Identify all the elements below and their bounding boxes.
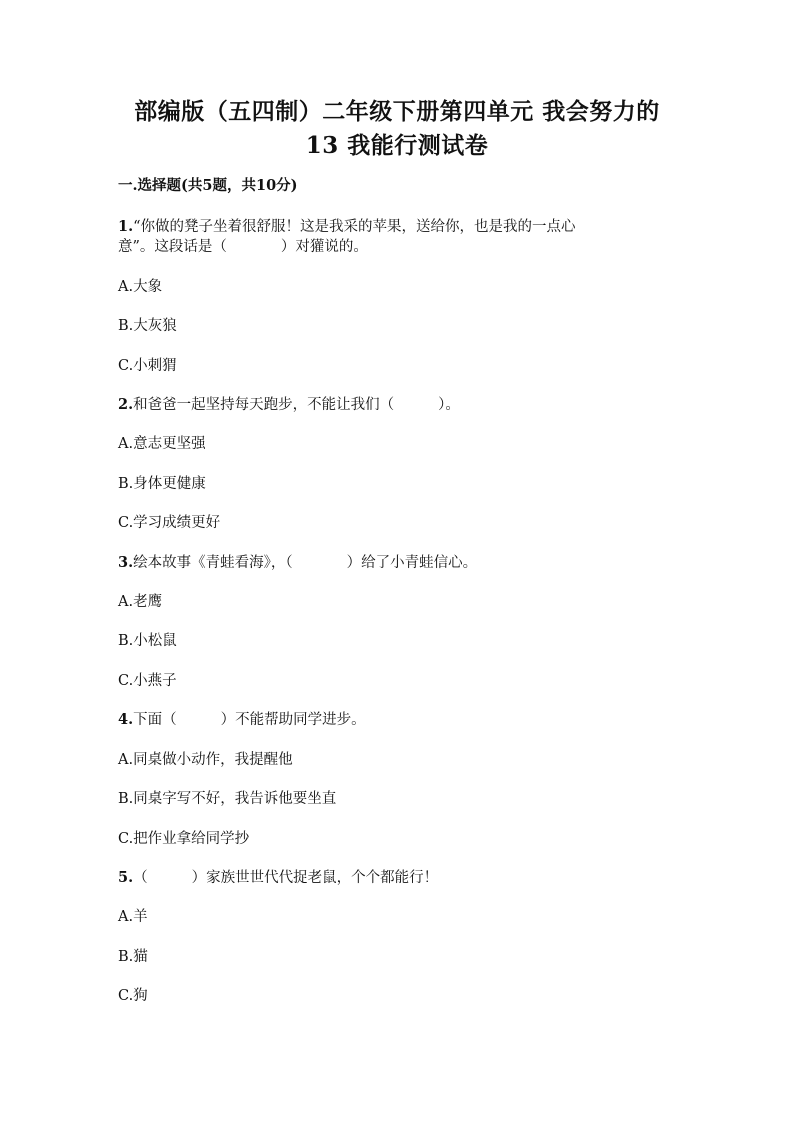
option-5b: B.猫 [118,949,148,965]
question-text: ）给了小青蛙信心。 [346,555,478,571]
option-1c: C.小刺猬 [118,358,177,374]
option-2a: A.意志更坚强 [118,436,206,452]
question-text: ）。 [438,397,460,413]
section-heading: 一.选择题(共5题，共10分) [118,177,298,194]
question-text: ）对獾说的。 [280,239,368,255]
question-number: 2. [118,396,134,413]
option-5a: A.羊 [118,909,148,925]
question-5 [118,868,438,888]
question-3 [118,553,477,573]
question-number: 3. [118,554,134,571]
question-text: 下面（ [133,712,177,728]
question-text: “你做的凳子坐着很舒服！这是我采的苹果，送给你，也是我的一点心 [133,219,576,235]
option-3b: B.小松鼠 [118,633,177,649]
question-number: 1. [118,218,134,235]
option-3c: C.小燕子 [118,673,177,689]
option-4c: C.把作业拿给同学抄 [118,831,250,847]
question-text: 和爸爸一起坚持每天跑步，不能让我们（ [133,397,395,413]
question-number: 4. [118,711,134,728]
document-title-line-2: 13 我能行测试卷 [305,132,489,159]
option-2b: B.身体更健康 [118,476,206,492]
option-1a: A.大象 [118,279,163,295]
question-text: 绘本故事《青蛙看海》，（ [133,555,293,571]
option-1b: B.大灰狼 [118,318,177,334]
question-1-line-1 [118,217,576,237]
question-text: （ [133,870,148,886]
option-4a: A.同桌做小动作，我提醒他 [118,752,293,768]
option-3a: A.老鹰 [118,594,163,610]
option-4b: B.同桌字写不好，我告诉他要坐直 [118,791,337,807]
question-2 [118,395,460,415]
question-number: 5. [118,869,134,886]
option-2c: C.学习成绩更好 [118,515,221,531]
question-text: ）家族世世代代捉老鼠，个个都能行！ [191,870,439,886]
question-text: 意”。这段话是（ [118,239,227,255]
question-1-line-2 [118,237,368,257]
question-4 [118,710,366,730]
option-5c: C.狗 [118,988,148,1004]
document-title-line-1: 部编版（五四制）二年级下册第四单元 我会努力的 [134,98,660,125]
question-text: ）不能帮助同学进步。 [220,712,366,728]
